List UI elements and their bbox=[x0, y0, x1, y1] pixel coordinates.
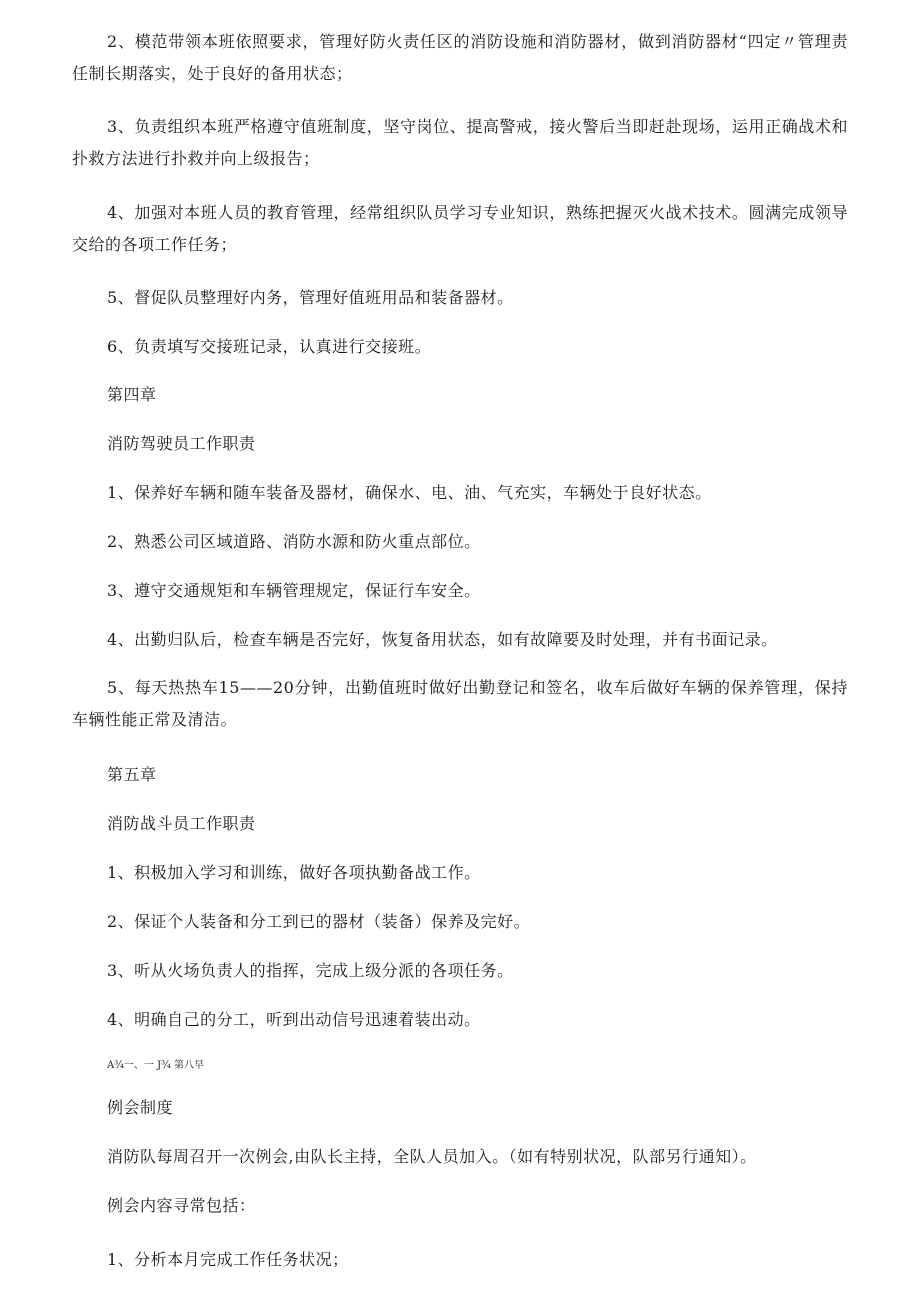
paragraph-driver-duty-2: 2、熟悉公司区域道路、消防水源和防火重点部位。 bbox=[107, 532, 481, 551]
paragraph-firefighter-duty-1: 1、积极加入学习和训练，做好各项执勤备战工作。 bbox=[107, 863, 481, 882]
paragraph-firefighter-duty-3: 3、听从火场负责人的指挥，完成上级分派的各项任务。 bbox=[107, 961, 514, 980]
paragraph-driver-duty-5: 5、每天热热车15——20分钟，出勤值班时做好出勤登记和签名，收车后做好车辆的保养管理，保持车辆性能正常及清洁。 bbox=[72, 678, 848, 729]
paragraph-driver-duty-4: 4、出勤归队后，检查车辆是否完好，恢复备用状态，如有故障要及时处理，并有书面记录。 bbox=[107, 630, 778, 649]
paragraph-meeting-intro: 消防队每周召开一次例会,由队长主持，全队人员加入。（如有特别状况，队部另行通知）。 bbox=[107, 1147, 757, 1166]
paragraph-firefighter-duty-2: 2、保证个人装备和分工到已的器材（装备）保养及完好。 bbox=[107, 912, 531, 931]
paragraph-meeting-item-1: 1、分析本月完成工作任务状况； bbox=[107, 1250, 349, 1269]
paragraph-driver-duty-1: 1、保养好车辆和随车装备及器材，确保水、电、油、气充实，车辆处于良好状态。 bbox=[107, 483, 712, 502]
section-title-meeting-system: 例会制度 bbox=[107, 1098, 174, 1117]
paragraph-class-leader-duty-2: 2、模范带领本班依照要求，管理好防火责任区的消防设施和消防器材，做到消防器材“四定〃管理责任制长期落实，处于良好的备用状态； bbox=[72, 32, 848, 83]
paragraph-class-leader-duty-4: 4、加强对本班人员的教育管理，经常组织队员学习专业知识，熟练把握灭火战术技术。圆满完成领导交给的各项工作任务； bbox=[72, 203, 848, 254]
chapter-heading-4: 第四章 bbox=[107, 385, 157, 404]
section-title-driver-duties: 消防驾驶员工作职责 bbox=[107, 434, 256, 453]
chapter-heading-5: 第五章 bbox=[107, 765, 157, 784]
section-title-firefighter-duties: 消防战斗员工作职责 bbox=[107, 814, 256, 833]
paragraph-firefighter-duty-4: 4、明确自己的分工，听到出动信号迅速着装出动。 bbox=[107, 1010, 481, 1029]
paragraph-meeting-content-intro: 例会内容寻常包括： bbox=[107, 1196, 256, 1215]
paragraph-class-leader-duty-5: 5、督促队员整理好内务，管理好值班用品和装备器材。 bbox=[107, 288, 514, 307]
paragraph-driver-duty-3: 3、遵守交通规矩和车辆管理规定，保证行车安全。 bbox=[107, 581, 481, 600]
chapter-heading-6-garbled: A¾一、一 J¾ 第八早 bbox=[107, 1060, 204, 1071]
paragraph-class-leader-duty-3: 3、负责组织本班严格遵守值班制度，坚守岗位、提高警戒，接火警后当即赶赴现场，运用正确战术和扑救方法进行扑救并向上级报告； bbox=[72, 117, 848, 168]
paragraph-class-leader-duty-6: 6、负责填写交接班记录，认真进行交接班。 bbox=[107, 337, 432, 356]
